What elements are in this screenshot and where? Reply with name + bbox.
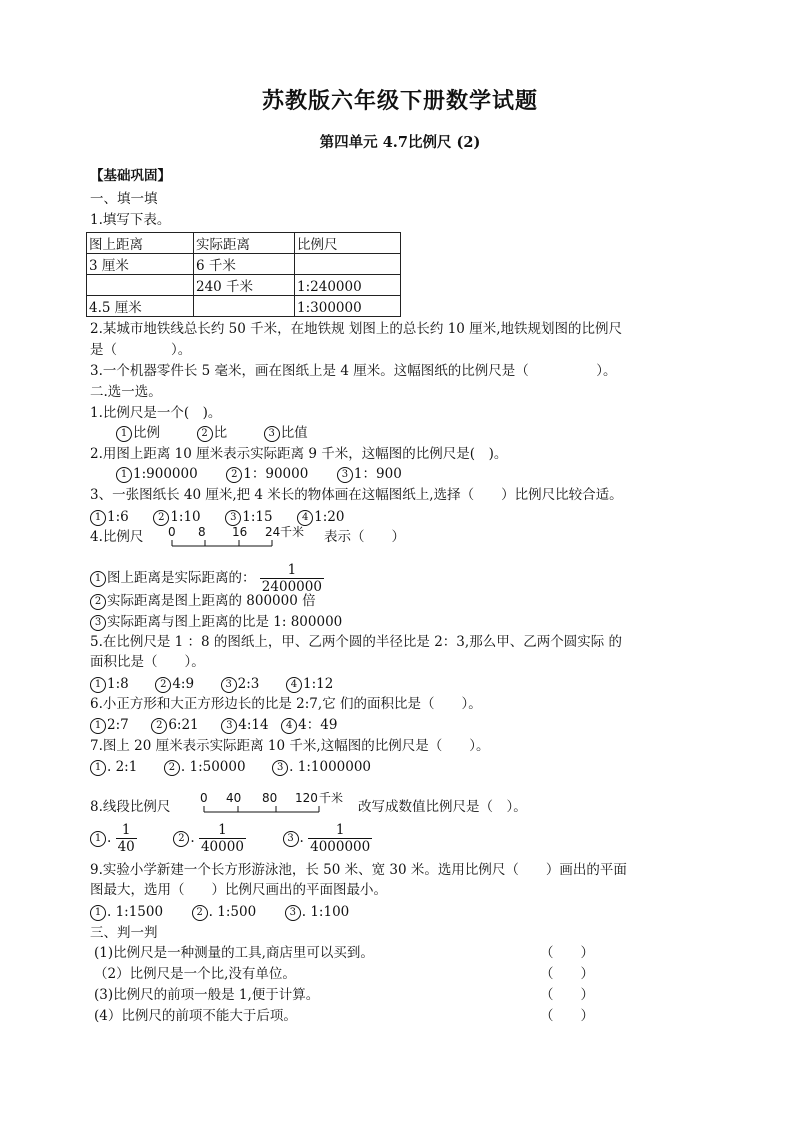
page-subtitle: 第四单元 4.7比例尺 (2) bbox=[319, 134, 481, 151]
choice-4-option-3 bbox=[90, 613, 342, 631]
choice-1-options bbox=[116, 424, 308, 442]
option-text: . 1:50000 bbox=[180, 759, 246, 775]
choice-9-options bbox=[90, 903, 349, 921]
table-cell: 6 千米 bbox=[194, 254, 295, 275]
choice-question-5-line1: 5.在比例尺是 1 ：8 的图纸上，甲、乙两个圆的半径比是 2：3,那么甲、乙两个圆实际 的 bbox=[90, 634, 622, 650]
option-text: 4:14 bbox=[238, 717, 269, 733]
circled-number: 2 bbox=[173, 831, 189, 847]
circled-number: 2 bbox=[197, 426, 213, 442]
table-cell: 4.5 厘米 bbox=[87, 296, 194, 317]
option-text: 1:15 bbox=[242, 509, 273, 525]
fraction-denominator: 2400000 bbox=[261, 579, 322, 595]
circled-number: 4 bbox=[281, 718, 297, 734]
circled-number: 4 bbox=[286, 677, 302, 693]
option-text: 比值 bbox=[280, 425, 308, 441]
table-cell-blank bbox=[194, 296, 295, 317]
page-title: 苏教版六年级下册数学试题 bbox=[261, 88, 538, 114]
option-text: . 1:100 bbox=[301, 904, 350, 920]
option-text: 6:21 bbox=[168, 717, 199, 733]
question-2-line1: 2.某城市地铁线总长约 50 千米，在地铁规 划图上的总长约 10 厘米,地铁规划图的比例尺 bbox=[90, 321, 622, 337]
table-cell-blank bbox=[87, 275, 194, 296]
option-text: 1:6 bbox=[107, 509, 129, 525]
option-text: 1:8 bbox=[107, 676, 129, 692]
circled-number: 2 bbox=[192, 905, 208, 921]
judge-item-3: (3)比例尺的前项一般是 1,便于计算。 bbox=[94, 987, 320, 1003]
option-text: 1:900000 bbox=[133, 466, 198, 482]
circled-number: 2 bbox=[151, 718, 167, 734]
scale-tick-label: 80 bbox=[262, 791, 278, 805]
fraction-numerator: 1 bbox=[287, 562, 297, 578]
scale-unit-label: 千米 bbox=[319, 791, 344, 805]
choice-question-9-line2: 图最大，选用（ ）比例尺画出的平面图最小。 bbox=[90, 882, 387, 898]
fraction-numerator: 1 bbox=[335, 822, 345, 838]
choice-4-option-2 bbox=[90, 592, 316, 610]
part-heading-choose: 二.选一选。 bbox=[90, 384, 162, 400]
circled-number: 3 bbox=[283, 831, 299, 847]
choice-question-7: 7.图上 20 厘米表示实际距离 10 千米,这幅图的比例尺是（ ）。 bbox=[90, 738, 490, 754]
scale-tick-label: 0 bbox=[200, 791, 208, 805]
choice-question-3: 3、一张图纸长 40 厘米,把 4 米长的物体画在这幅图纸上,选择（ ）比例尺比较合适。 bbox=[90, 487, 623, 503]
option-text: . 1:1500 bbox=[107, 904, 164, 920]
option-text: . 1:1000000 bbox=[289, 759, 372, 775]
circled-number: 3 bbox=[264, 426, 280, 442]
line-scale-8 bbox=[198, 790, 358, 816]
fraction bbox=[199, 822, 246, 855]
option-text: 2:7 bbox=[107, 717, 129, 733]
circled-number: 1 bbox=[90, 571, 106, 587]
table-row bbox=[87, 296, 401, 317]
circled-number: 1 bbox=[90, 831, 106, 847]
table-cell: 3 厘米 bbox=[87, 254, 194, 275]
fraction-denominator: 40000 bbox=[200, 839, 244, 855]
fraction bbox=[116, 822, 137, 855]
table-header-cell: 实际距离 bbox=[194, 233, 295, 254]
fraction-numerator: 1 bbox=[121, 822, 131, 838]
option-text: 比例 bbox=[133, 425, 160, 441]
option-text: 实际距离是图上距离的 800000 倍 bbox=[107, 593, 316, 609]
judge-blank-3: （ ） bbox=[540, 987, 594, 1003]
judge-item-1: (1)比例尺是一种测量的工具,商店里可以买到。 bbox=[94, 945, 374, 961]
circled-number: 3 bbox=[90, 615, 106, 631]
fraction-numerator: 1 bbox=[218, 822, 227, 838]
table-row bbox=[87, 254, 401, 275]
fraction-denominator: 4000000 bbox=[310, 839, 371, 855]
circled-number: 1 bbox=[90, 677, 106, 693]
circled-number: 3 bbox=[337, 467, 353, 483]
table-cell: 240 千米 bbox=[194, 275, 295, 296]
option-text: 4：49 bbox=[298, 717, 338, 733]
scale-tick-label: 40 bbox=[226, 791, 242, 805]
option-text: 1：90000 bbox=[243, 466, 309, 482]
choice-question-6: 6.小正方形和大正方形边长的比是 2:7,它 们的面积比是（ ）。 bbox=[90, 696, 482, 712]
circled-number: 3 bbox=[225, 510, 241, 526]
option-text: 1:10 bbox=[170, 509, 201, 525]
option-text: 图上距离是实际距离的： bbox=[107, 570, 256, 586]
option-text: . 1:500 bbox=[208, 904, 257, 920]
choice-question-5-line2: 面积比是（ ）。 bbox=[90, 654, 205, 670]
table-cell-blank bbox=[295, 254, 401, 275]
choice-question-8-prefix: 8.线段比例尺 bbox=[90, 799, 171, 815]
choice-7-options bbox=[90, 758, 371, 776]
scale-tick-label: 24 bbox=[265, 525, 281, 539]
circled-number: 2 bbox=[90, 594, 106, 610]
part-heading-judge: 三、判一判 bbox=[90, 925, 158, 941]
judge-blank-4: （ ） bbox=[540, 1008, 594, 1024]
circled-number: 3 bbox=[272, 760, 288, 776]
option-text: 2:3 bbox=[237, 676, 260, 692]
question-3: 3.一个机器零件长 5 毫米，画在图纸上是 4 厘米。这幅图纸的比例尺是（ ）。 bbox=[90, 363, 617, 379]
choice-question-4-prefix: 4.比例尺 bbox=[90, 529, 144, 545]
circled-number: 3 bbox=[221, 677, 237, 693]
choice-question-4-suffix: 表示（ ） bbox=[324, 529, 405, 545]
choice-question-8-suffix: 改写成数值比例尺是（ ）。 bbox=[358, 799, 527, 815]
judge-blank-2: （ ） bbox=[540, 966, 594, 982]
table-cell: 1:240000 bbox=[295, 275, 401, 296]
circled-number: 3 bbox=[221, 718, 237, 734]
part-heading-fill: 一、填一填 bbox=[90, 191, 158, 207]
option-text: 1:12 bbox=[302, 676, 334, 692]
scale-tick-label: 120 bbox=[295, 791, 318, 805]
table-header-row bbox=[87, 233, 401, 254]
question-1: 1.填写下表。 bbox=[90, 212, 171, 228]
choice-6-options bbox=[90, 716, 337, 734]
circled-number: 2 bbox=[155, 677, 171, 693]
scale-unit-label: 千米 bbox=[280, 525, 305, 539]
table-header-cell: 比例尺 bbox=[295, 233, 401, 254]
judge-blank-1: （ ） bbox=[540, 945, 594, 961]
option-text: 1：900 bbox=[353, 466, 402, 482]
table-header-cell: 图上距离 bbox=[87, 233, 194, 254]
scale-table bbox=[86, 232, 401, 317]
choice-5-options bbox=[90, 675, 333, 693]
scale-tick-label: 0 bbox=[168, 525, 176, 539]
fraction bbox=[308, 822, 372, 855]
circled-number: 4 bbox=[297, 510, 313, 526]
table-cell: 1:300000 bbox=[295, 296, 401, 317]
fraction bbox=[260, 562, 324, 595]
choice-question-2: 2.用图上距离 10 厘米表示实际距离 9 千米，这幅图的比例尺是( )。 bbox=[90, 446, 508, 462]
choice-2-options bbox=[116, 465, 402, 483]
circled-number: 2 bbox=[164, 760, 180, 776]
circled-number: 1 bbox=[90, 510, 106, 526]
option-text: 4:9 bbox=[172, 676, 195, 692]
circled-number: 2 bbox=[226, 467, 242, 483]
circled-number: 1 bbox=[116, 426, 132, 442]
circled-number: 1 bbox=[116, 467, 132, 483]
circled-number: 1 bbox=[90, 718, 106, 734]
circled-number: 2 bbox=[153, 510, 169, 526]
fraction-denominator: 40 bbox=[117, 839, 135, 855]
circled-number: 3 bbox=[285, 905, 301, 921]
option-text: 比 bbox=[213, 425, 228, 441]
table-row bbox=[87, 275, 401, 296]
circled-number: 1 bbox=[90, 905, 106, 921]
choice-question-1: 1.比例尺是一个( )。 bbox=[90, 405, 222, 421]
judge-item-2: （2）比例尺是一个比,没有单位。 bbox=[94, 966, 296, 982]
option-text: 实际距离与图上距离的比是 1: 800000 bbox=[107, 614, 343, 630]
option-text: . 2:1 bbox=[107, 759, 138, 775]
scale-tick-label: 16 bbox=[232, 525, 248, 539]
question-2-line2: 是（ ）。 bbox=[90, 342, 192, 358]
choice-question-9-line1: 9.实验小学新建一个长方形游泳池，长 50 米、宽 30 米。选用比例尺（ ）画出的平面 bbox=[90, 862, 627, 878]
choice-8-options: 1 . $\frac{1}{40}$ 2 . $\frac{1}{40000}$ 3 . $\frac{1}{4000000}$ bbox=[90, 818, 372, 858]
line-scale-4 bbox=[168, 524, 308, 550]
option-text: 1:20 bbox=[314, 509, 345, 525]
circled-number: 1 bbox=[90, 760, 106, 776]
section-heading-basic: 【基础巩固】 bbox=[90, 168, 171, 184]
judge-item-4: (4）比例尺的前项不能大于后项。 bbox=[94, 1008, 297, 1024]
scale-tick-label: 8 bbox=[198, 525, 206, 539]
